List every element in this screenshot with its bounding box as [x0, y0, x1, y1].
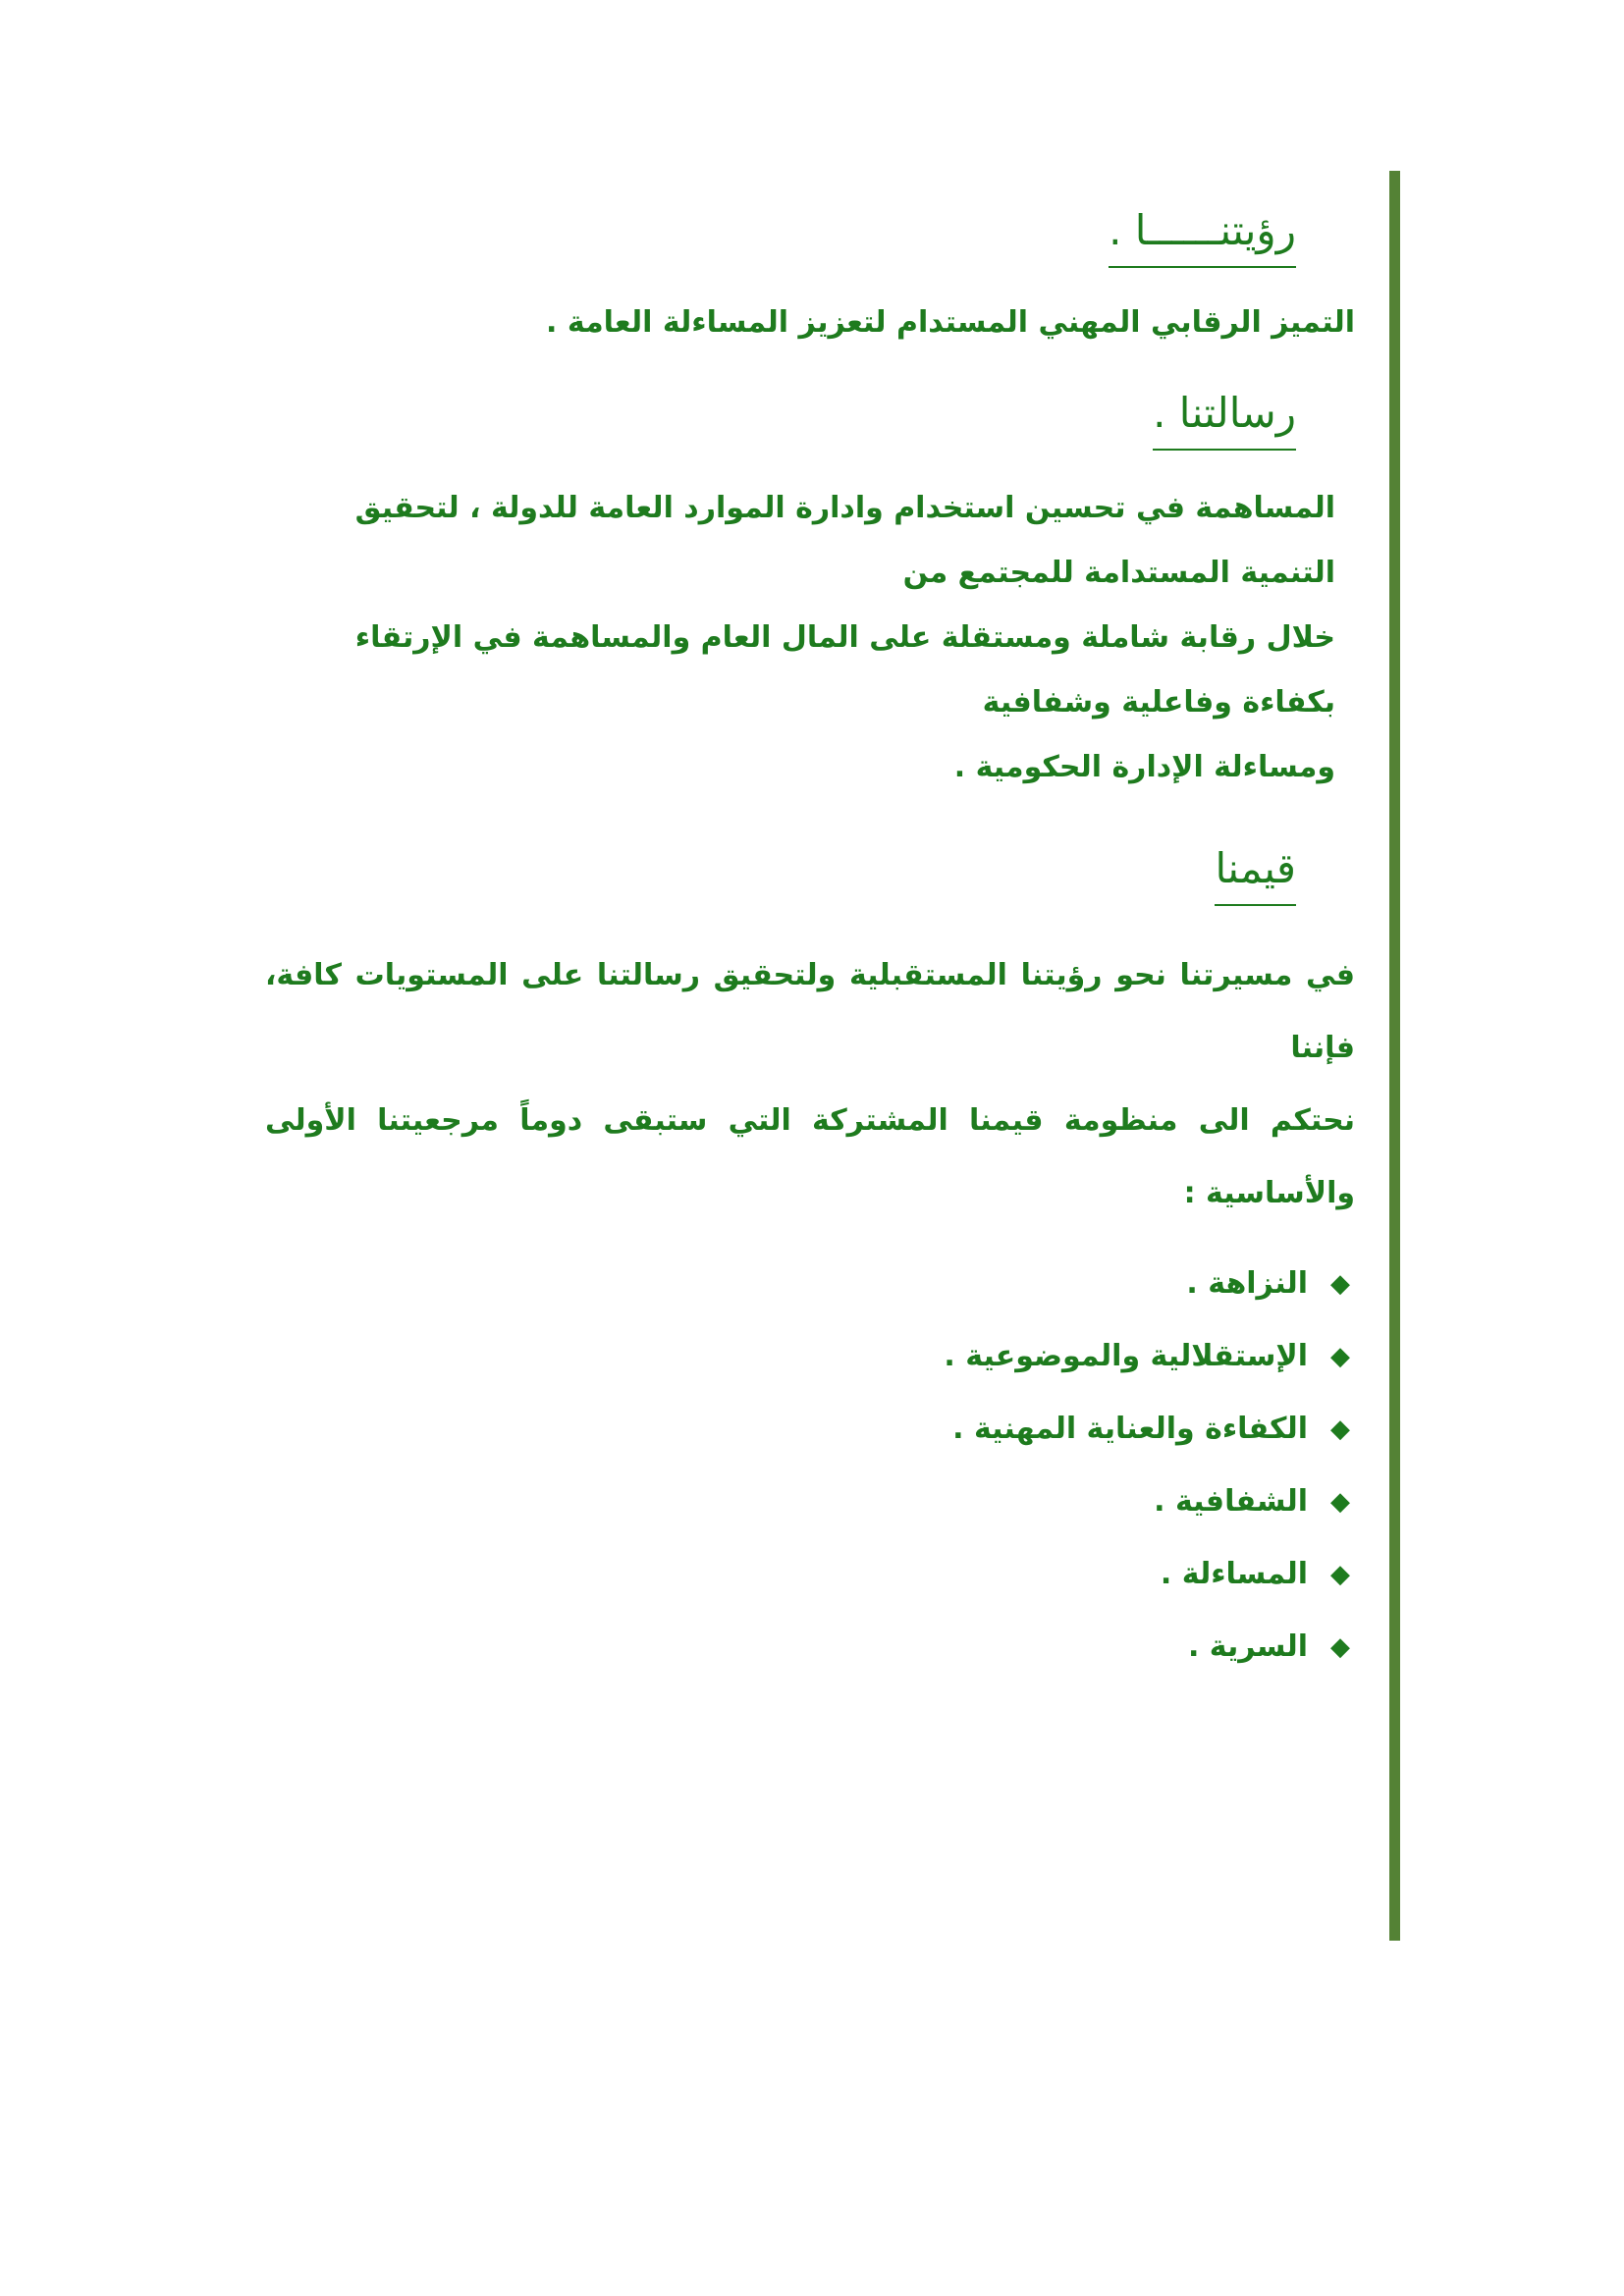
values-list: [265, 1248, 1355, 1683]
value-item: [265, 1538, 1355, 1611]
vision-heading: رؤيتنــــــا .: [1109, 201, 1296, 268]
value-label: المساءلة .: [1160, 1557, 1308, 1591]
diamond-bullet-icon: ◆: [1330, 1487, 1350, 1517]
diamond-bullet-icon: ◆: [1330, 1415, 1350, 1444]
decorative-side-bar: [1389, 171, 1400, 1941]
values-intro: [265, 939, 1355, 1230]
value-item: [265, 1320, 1355, 1393]
values-heading-wrap: [265, 839, 1355, 930]
value-label: الكفاءة والعناية المهنية .: [952, 1412, 1308, 1446]
value-label: الإستقلالية والموضوعية .: [944, 1339, 1308, 1373]
mission-line: خلال رقابة شاملة ومستقلة على المال العام والمساهمة في الإرتقاء بكفاءة وفاعلية وشفافية: [354, 620, 1335, 720]
diamond-bullet-icon: ◆: [1330, 1269, 1350, 1299]
diamond-bullet-icon: ◆: [1330, 1560, 1350, 1589]
value-label: النزاهة .: [1186, 1266, 1308, 1301]
mission-line: ومساءلة الإدارة الحكومية .: [953, 750, 1335, 784]
value-item: [265, 1248, 1355, 1320]
page-content: [265, 201, 1355, 1683]
diamond-bullet-icon: ◆: [1330, 1342, 1350, 1371]
values-intro-line: نحتكم الى منظومة قيمنا المشتركة التي ستبقى دوماً مرجعيتنا الأولى والأساسية :: [265, 1103, 1355, 1210]
value-label: الشفافية .: [1154, 1484, 1308, 1519]
mission-heading: رسالتنا .: [1153, 384, 1296, 451]
vision-text: التميز الرقابي المهني المستدام لتعزيز المساءلة العامة .: [546, 305, 1355, 340]
values-intro-line: في مسيرتنا نحو رؤيتنا المستقبلية ولتحقيق رسالتنا على المستويات كافة، فإننا: [265, 958, 1355, 1065]
vision-heading-wrap: [265, 201, 1355, 286]
diamond-bullet-icon: ◆: [1330, 1632, 1350, 1662]
mission-text: [265, 476, 1335, 800]
mission-line: المساهمة في تحسين استخدام وادارة الموارد العامة للدولة ، لتحقيق التنمية المستدامة للمجتمع من: [354, 491, 1335, 590]
value-item: [265, 1611, 1355, 1683]
values-heading: قيمنا: [1215, 839, 1296, 906]
mission-heading-wrap: [265, 384, 1355, 462]
value-item: [265, 1393, 1355, 1466]
value-item: [265, 1466, 1355, 1538]
value-label: السرية .: [1187, 1629, 1308, 1664]
